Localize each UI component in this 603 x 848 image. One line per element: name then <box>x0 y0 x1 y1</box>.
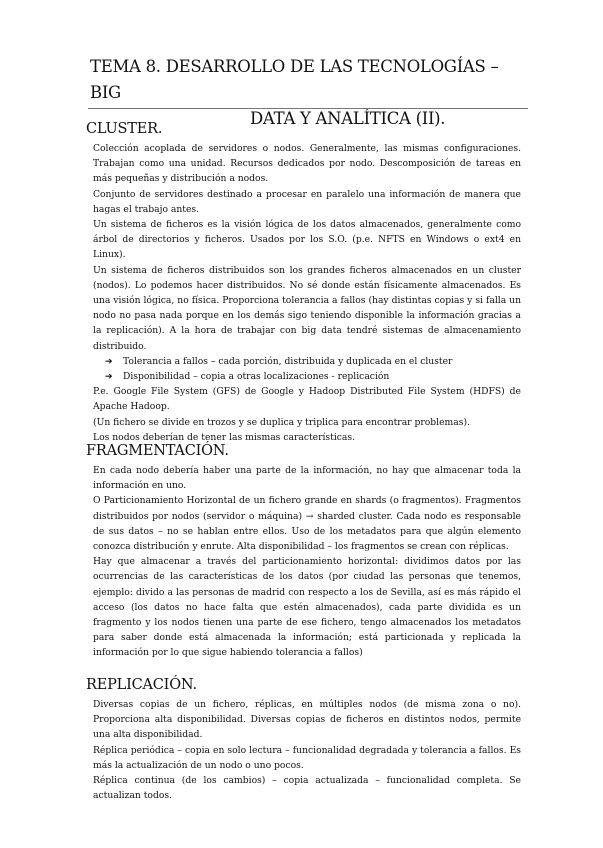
arrow-icon: ➔ <box>105 371 113 383</box>
fragmentacion-section <box>93 463 521 661</box>
cluster-paragraph: Los nodos deberían de tener las mismas características. <box>93 431 356 443</box>
list-item <box>93 369 521 384</box>
replicacion-paragraph: Réplica continua (de los cambios) – copia actualizada – funcionalidad completa. Se actualizan todos. <box>93 775 521 802</box>
cluster-bullet-list <box>93 354 521 384</box>
arrow-icon: ➔ <box>105 355 113 367</box>
cluster-paragraph: Conjunto de servidores destinado a procesar en paralelo una información de manera que hagas el trabajo antes. <box>93 188 521 215</box>
replicacion-paragraph: Réplica periódica – copia en solo lectura – funcionalidad degradada y tolerancia a fallos. Es más la actualización de un nodo o uno pocos. <box>93 744 521 771</box>
fragmentacion-heading: FRAGMENTACIÓN. <box>86 443 229 459</box>
fragmentacion-paragraph: En cada nodo debería haber una parte de la información, no hay que almacenar toda la información en uno. <box>93 465 521 492</box>
cluster-paragraph: Colección acoplada de servidores o nodos. Generalmente, las mismas configuraciones. Trabajan como una unidad. Recursos dedicados por nodo. Descomposición de tareas en más pequeñas y distribución a nodos. <box>93 143 521 185</box>
cluster-paragraph: Un sistema de ficheros es la visión lógica de los datos almacenados, generalmente como árbol de directorios y ficheros. Usados por los S.O. (p.e. NFTS en Windows o ext4 en Linux). <box>93 219 521 261</box>
title-line-1: TEMA 8. DESARROLLO DE LAS TECNOLOGÍAS – BIG <box>90 57 499 102</box>
cluster-paragraph: P.e. Google File System (GFS) de Google y Hadoop Distributed File System (HDFS) de Apache Hadoop. <box>93 386 521 413</box>
cluster-heading: CLUSTER. <box>86 121 163 137</box>
cluster-section <box>93 141 521 445</box>
fragmentacion-paragraph: O Particionamiento Horizontal de un fichero grande en shards (o fragmentos). Fragmentos distribuidos por nodos (servidor o máquina) → sharded cluster. Cada nodo es responsable de sus datos – no se hablan entre ellos. Uso de los metadatos para que algún elemento conozca distribución y enrute. Alta disponibilidad – los fragmentos se crean con réplicas. <box>93 495 521 553</box>
fragmentacion-paragraph: Hay que almacenar a través del particionamiento horizontal: dividimos datos por las ocurrencias de las características de los datos (por ciudad las personas que tenemos, ejemplo: divido a las personas de madrid con respecto a los de Sevilla, así es más rápido el acceso (los datos no hace falta que estén almacenados), cada parte dividida es un fragmento y los nodos tienen una parte de ese fichero, tengo almacenados los metadatos para saber donde está almacenada la información; está particionada y replicada la información por lo que sigue habiendo tolerancia a fallos) <box>93 556 521 659</box>
cluster-paragraph: Un sistema de ficheros distribuidos son los grandes ficheros almacenados en un cluster (nodos). Lo podemos hacer distribuidos. No sé donde están físicamente almacenados. Es una visión lógica, no física. Proporciona tolerancia a fallos (hay distintas copias y si falla un nodo no pasa nada porque en los demás sigo teniendo disponible la información gracias a la replicación). A la hora de trabajar con big data tendré sistemas de almacenamiento distribuido. <box>93 264 521 352</box>
replicacion-section <box>93 697 521 803</box>
list-item-text: Tolerancia a fallos – cada porción, distribuida y duplicada en el cluster <box>123 355 453 367</box>
cluster-paragraph: (Un fichero se divide en trozos y se duplica y triplica para encontrar problemas). <box>93 416 470 428</box>
replicacion-heading: REPLICACIÓN. <box>86 677 197 693</box>
title-line-2: DATA Y ANALÍTICA (II). <box>250 109 446 128</box>
title-divider <box>88 108 528 109</box>
replicacion-paragraph: Diversas copias de un fichero, réplicas, en múltiples nodos (de misma zona o no). Proporciona alta disponibilidad. Diversas copias de ficheros en distintos nodos, permite una alta disponibilidad. <box>93 699 521 741</box>
list-item-text: Disponibilidad – copia a otras localizaciones - replicación <box>123 371 390 383</box>
list-item <box>93 354 521 369</box>
